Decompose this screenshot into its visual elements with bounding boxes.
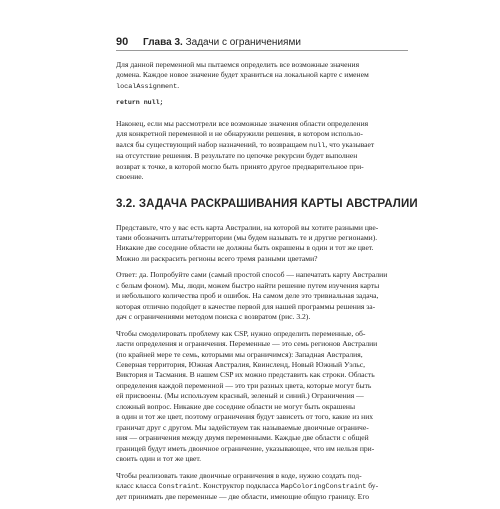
inline-code: null	[309, 141, 326, 150]
text-line: ей присвоены. (Мы используем красный, зеленый и синий.) Ограничения —	[116, 391, 364, 401]
paragraph-domain-values	[116, 60, 386, 92]
text-line: тами обозначить штаты/территории (мы будем называть те и другие регионами).	[116, 232, 378, 242]
inline-code: Constraint	[158, 482, 200, 491]
text-line: возврат к точке, в которой могло быть принято другое предварительное при-	[116, 161, 364, 171]
inline-text: .	[177, 80, 180, 90]
paragraph-csp-model	[116, 329, 386, 465]
inline-text: вался бы существующий набор назначений, то возвращаем	[116, 139, 309, 149]
text-line: определения каждой переменной — это три разных цвета, которые могут быть	[116, 380, 372, 390]
text-line: своить один и тот же цвет.	[116, 454, 202, 464]
text-line: Наконец, если мы рассмотрели все возможные значения области определения	[116, 118, 369, 128]
page-number: 90	[116, 36, 129, 48]
text-line: Для данной переменной мы пытаемся определить все возможные значения	[116, 60, 360, 69]
inline-text: класс класса	[116, 480, 159, 490]
text-line: ния — ограничения между двумя переменными. Каждые две области с общей	[116, 433, 369, 443]
text-line: в один и тот же цвет, поэтому ограничения будут зависеть от того, какие из них	[116, 412, 374, 422]
inline-text: . Конструктор подкласса	[199, 480, 281, 490]
paragraph-map-intro	[116, 223, 386, 265]
text-line: с белым фоном). Мы, люди, можем быстро найти решение путем изучения карты	[116, 280, 380, 290]
text-line: Чтобы смоделировать проблему как CSP, нужно определить переменные, об-	[116, 328, 366, 338]
text-line: и небольшого количества проб и ошибок. На самом деле это тривиальная задача,	[116, 291, 379, 301]
inline-text: бу-	[366, 480, 379, 490]
text-line: своение.	[116, 172, 144, 182]
text-line: Ответ: да. Попробуйте сами (самый простой способ — напечатать карту Австралии	[116, 270, 388, 280]
text-line: Можно ли раскрасить регионы всего тремя разными цветами?	[116, 253, 318, 263]
text-line: дет принимать две переменные — две области, имеющие общую границу. Его	[116, 492, 370, 502]
text-line: Виктория и Тасмания. В нашем CSP их можно представить как строки. Область	[116, 370, 375, 380]
paragraph-answer	[116, 270, 386, 322]
chapter-label: Глава 3.	[143, 37, 183, 48]
text-line: на отсутствие решения. В результате по цепочке рекурсии будет выполнен	[116, 151, 358, 161]
text-line: которая отлично подойдет в качестве первой для нашей программы решения за-	[116, 301, 376, 311]
text-line	[116, 140, 386, 151]
paragraph-binary-constraint	[116, 471, 386, 503]
text-line: ласти определения и ограничения. Переменные — это семь регионов Австралии	[116, 339, 378, 349]
section-heading: 3.2. ЗАДАЧА РАСКРАШИВАНИЯ КАРТЫ АВСТРАЛИИ	[116, 197, 418, 210]
text-line: границей будут иметь двоичное ограничение, указывающее, что им нельзя при-	[116, 443, 375, 453]
text-line: дач с ограничениями методом поиска с возвратом (рис. 3.2).	[116, 312, 311, 322]
text-line: сложный вопрос. Никакие две соседние области не могут быть окрашены	[116, 401, 356, 411]
inline-code: MapColoringConstraint	[280, 482, 367, 491]
text-line: Никакие две соседние области не должны быть окрашены в один и тот же цвет.	[116, 243, 374, 253]
text-line: домена. Каждое новое значение будет храниться на локальной карте с именем	[116, 70, 369, 80]
text-line: Чтобы реализовать такие двоичные ограничения в коде, нужно создать под-	[116, 470, 362, 480]
chapter-title: Задачи с ограничениями	[185, 37, 301, 48]
inline-text: , что указывает	[325, 139, 375, 149]
page-body	[116, 60, 418, 509]
inline-code: localAssignment	[116, 82, 178, 91]
text-line: граничат друг с другом. Мы задействуем так называемые двоичные ограниче-	[116, 422, 369, 432]
text-line: (по крайней мере те семь, которыми мы ограничимся): Западная Австралия,	[116, 349, 363, 359]
text-line	[116, 81, 386, 92]
text-line: для конкретной переменной и не обнаружили решения, в котором использо-	[116, 129, 363, 139]
code-snippet: return null;	[116, 99, 164, 107]
paragraph-no-solution	[116, 119, 386, 183]
text-line: Представьте, что у вас есть карта Австралии, на которой вы хотите разными цве-	[116, 222, 379, 232]
running-header	[116, 34, 416, 50]
text-line	[116, 481, 386, 492]
header-divider	[116, 50, 408, 51]
text-line: Северная территория, Южная Австралия, Квинсленд, Новый Южный Уэльс,	[116, 359, 365, 369]
